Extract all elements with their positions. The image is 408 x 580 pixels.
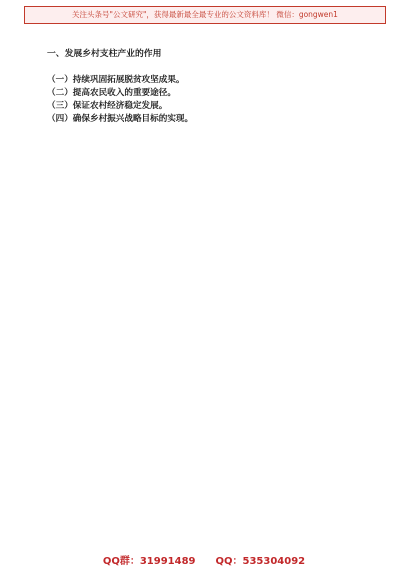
intro-paragraph (30, 32, 378, 45)
subsection-1 (30, 74, 378, 87)
subsection-title: （一）持续巩固拓展脱贫攻坚成果。 (47, 75, 185, 85)
section-intro-paragraph (30, 61, 378, 74)
header-banner: 关注头条号"公文研究"，获得最新最全最专业的公文资料库！ 微信：gongwen1 (24, 6, 386, 24)
subsection-2 (30, 87, 378, 100)
subsection-3 (30, 100, 378, 113)
document-body (30, 32, 378, 544)
subsection-title: （三）保证农村经济稳定发展。 (47, 101, 168, 112)
footer-contact: QQ群：31991489 QQ：535304092 (102, 556, 306, 567)
subsection-title: （二）提高农民收入的重要途径。 (47, 88, 176, 99)
subsection-title: （四）确保乡村振兴战略目标的实现。 (47, 114, 194, 125)
subsection-4 (30, 113, 378, 126)
section-heading: 一、发展乡村支柱产业的作用 (47, 49, 162, 59)
